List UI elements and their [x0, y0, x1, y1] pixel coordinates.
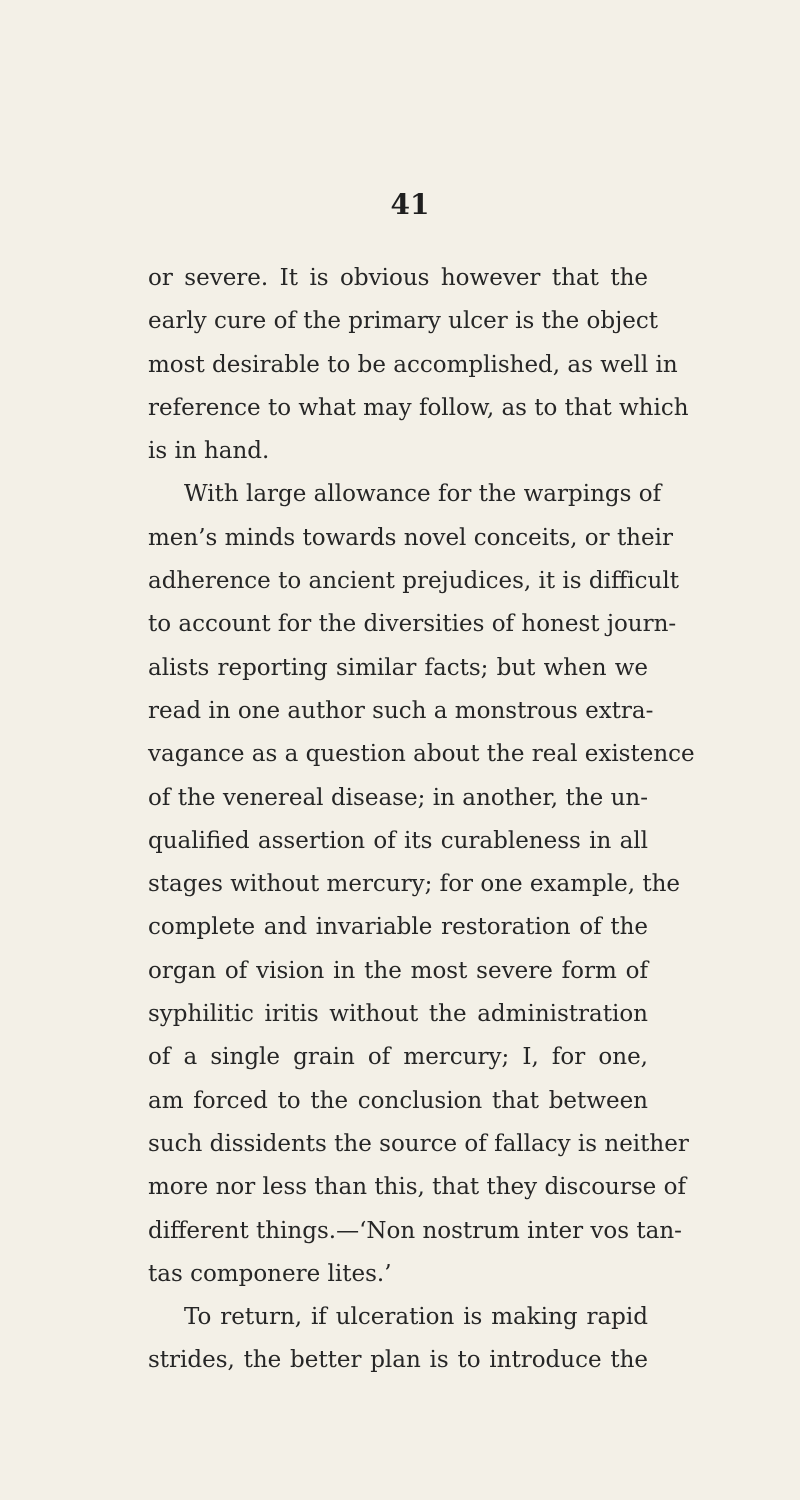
page-number: 41 — [390, 188, 430, 221]
text-line: syphilitic iritis without the administration — [148, 1001, 648, 1028]
text-line: early cure of the primary ulcer is the object — [148, 308, 658, 335]
text-line: To return, if ulceration is making rapid — [184, 1304, 648, 1331]
text-line: complete and invariable restoration of the — [148, 914, 648, 941]
text-line: men’s minds towards novel conceits, or their — [148, 524, 673, 551]
text-line: stages without mercury; for one example, the — [148, 871, 681, 898]
text-line: alists reporting similar facts; but when we — [148, 654, 648, 681]
text-line: to account for the diversities of honest journ- — [148, 611, 677, 638]
text-line: tas componere lites.’ — [148, 1260, 392, 1287]
text-line: or severe. It is obvious however that the — [148, 265, 648, 291]
text-line: different things.—‘Non nostrum inter vos tan- — [148, 1217, 682, 1244]
text-line: such dissidents the source of fallacy is neither — [148, 1130, 689, 1157]
text-line: most desirable to be accomplished, as well in — [148, 351, 678, 378]
text-line: organ of vision in the most severe form of — [148, 957, 648, 984]
text-line: of a single grain of mercury; I, for one, — [148, 1044, 648, 1071]
text-line: strides, the better plan is to introduce the — [148, 1347, 648, 1374]
text-line: more nor less than this, that they discourse of — [148, 1174, 686, 1201]
text-line: reference to what may follow, as to that which — [148, 394, 689, 421]
text-line: With large allowance for the warpings of — [184, 481, 662, 508]
text-line: adherence to ancient prejudices, it is difficult — [148, 568, 679, 595]
body-text — [148, 257, 695, 1383]
text-line: vagance as a question about the real existence — [148, 741, 695, 768]
text-line: am forced to the conclusion that between — [148, 1087, 648, 1114]
text-line: read in one author such a monstrous extra- — [148, 697, 654, 724]
text-line: qualified assertion of its curableness in all — [148, 827, 648, 854]
text-line: is in hand. — [148, 438, 270, 465]
text-line: of the venereal disease; in another, the un- — [148, 784, 648, 811]
